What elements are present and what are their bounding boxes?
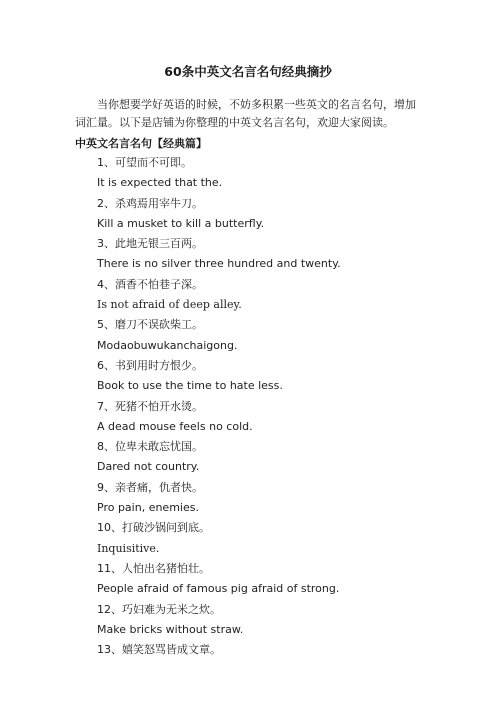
quote-english: Is not afraid of deep alley.: [97, 298, 242, 312]
quote-chinese: 8、位卑未敢忘忧国。: [97, 440, 203, 454]
section-heading: 中英文名言名句【经典篇】: [75, 137, 207, 150]
quote-chinese: 6、书到用时方恨少。: [97, 358, 203, 372]
quote-chinese: 10、打破沙锅问到底。: [97, 521, 210, 535]
quote-english: Inquisitive.: [97, 541, 160, 555]
quote-chinese: 4、酒香不怕巷子深。: [97, 277, 203, 291]
quote-chinese: 12、巧妇难为无米之炊。: [97, 602, 221, 616]
quote-list: [97, 153, 341, 660]
quote-english: People afraid of famous pig afraid of strong.: [97, 582, 340, 596]
document-title: 60条中英文名言名句经典摘抄: [164, 64, 332, 79]
quote-chinese: 9、亲者痛，仇者快。: [97, 480, 203, 494]
quote-english: Kill a musket to kill a butterfly.: [97, 216, 265, 230]
quote-chinese: 3、此地无银三百两。: [97, 237, 203, 251]
quote-chinese: 1、可望而不可即。: [97, 156, 192, 169]
quote-chinese: 13、嬉笑怒骂皆成文章。: [97, 643, 221, 657]
quote-english: Dared not country.: [97, 460, 200, 474]
quote-english: A dead mouse feels no cold.: [97, 419, 253, 433]
quote-english: Pro pain, enemies.: [97, 501, 199, 515]
intro-paragraph: 当你想要学好英语的时候，不妨多积累一些英文的名言名句，增加词汇量。以下是店铺为你整理的中英文名言名句，欢迎大家阅读。: [75, 98, 416, 129]
quote-english: Modaobuwukanchaigong.: [97, 338, 238, 352]
quote-english: There is no silver three hundred and twenty.: [97, 257, 341, 271]
quote-english: Book to use the time to hate less.: [97, 379, 283, 393]
quote-chinese: 2、杀鸡焉用宰牛刀。: [97, 196, 203, 210]
quote-english: Make bricks without straw.: [97, 622, 244, 636]
quote-english: It is expected that the.: [97, 176, 223, 190]
quote-chinese: 7、死猪不怕开水烫。: [97, 399, 203, 413]
quote-chinese: 5、磨刀不误砍柴工。: [97, 318, 203, 332]
quote-chinese: 11、人怕出名猪怕壮。: [97, 561, 210, 575]
